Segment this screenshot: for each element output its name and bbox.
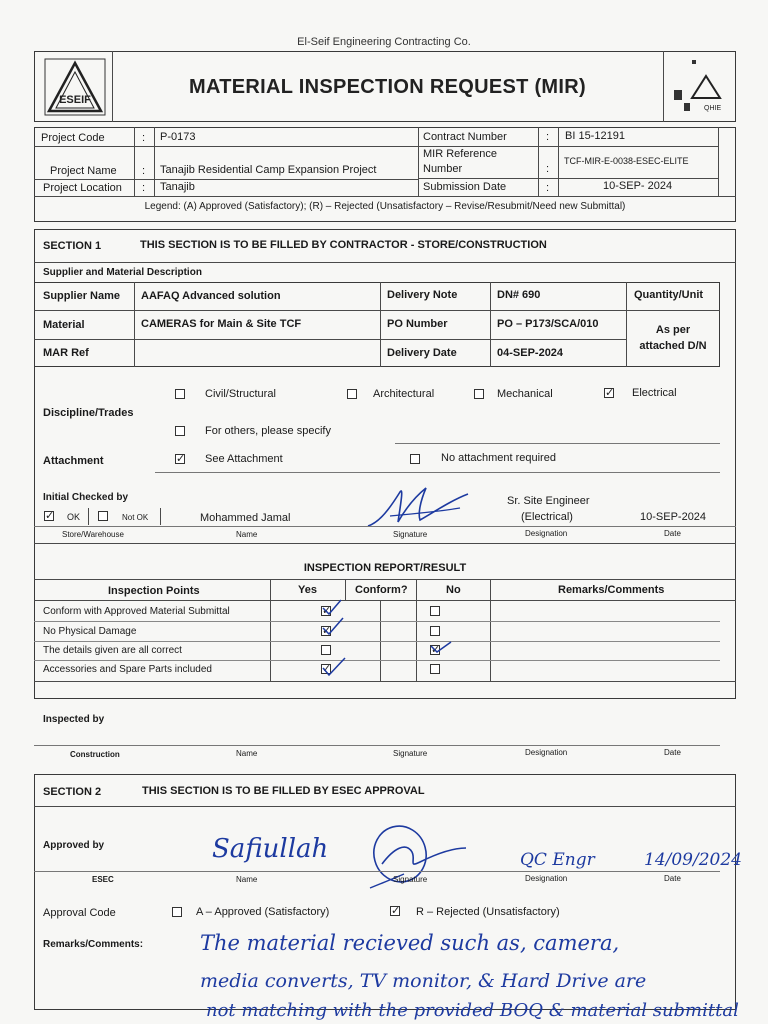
mechanical-label: Mechanical bbox=[497, 388, 553, 400]
approval-date: 14/09/2024 bbox=[644, 850, 742, 870]
approved-by-label: Approved by bbox=[43, 840, 105, 851]
col-inspection-points: Inspection Points bbox=[108, 585, 200, 597]
col-conform: Conform? bbox=[355, 584, 408, 596]
signature-caption-1: Signature bbox=[393, 530, 428, 539]
rejected-option-label: R – Rejected (Unsatisfactory) bbox=[416, 906, 560, 918]
approved-option-checkbox[interactable] bbox=[172, 907, 182, 917]
project-location-label: Project Location bbox=[43, 182, 122, 194]
section1-label: SECTION 1 bbox=[43, 240, 102, 252]
inspection-title: INSPECTION REPORT/RESULT bbox=[303, 562, 467, 574]
approver-designation: QC Engr bbox=[520, 850, 595, 870]
designation-caption-2: Designation bbox=[525, 748, 568, 757]
other-checkbox[interactable] bbox=[175, 426, 185, 436]
inspection-point-4: Accessories and Spare Parts included bbox=[43, 664, 212, 675]
checker-date: 10-SEP-2024 bbox=[640, 511, 707, 523]
date-caption-2: Date bbox=[664, 748, 681, 757]
project-location-value: Tanajib bbox=[160, 181, 195, 193]
mar-ref-label: MAR Ref bbox=[43, 347, 89, 359]
approved-option-label: A – Approved (Satisfactory) bbox=[196, 906, 330, 918]
not-ok-label: Not OK bbox=[122, 513, 149, 522]
supplier-name-value: AAFAQ Advanced solution bbox=[141, 290, 281, 302]
project-name-value: Tanajib Residential Camp Expansion Project bbox=[160, 164, 377, 176]
initial-checked-label: Initial Checked by bbox=[43, 492, 129, 503]
document-title: MATERIAL INSPECTION REQUEST (MIR) bbox=[189, 76, 586, 98]
electrical-checkbox[interactable] bbox=[604, 388, 614, 398]
approver-name: Safiullah bbox=[212, 834, 329, 864]
company-logo bbox=[44, 58, 106, 116]
checker-designation-2: (Electrical) bbox=[521, 511, 573, 523]
qty-unit-label: Quantity/Unit bbox=[634, 289, 704, 301]
submission-date-label: Submission Date bbox=[423, 181, 507, 193]
submission-date-value: 10-SEP- 2024 bbox=[603, 180, 673, 192]
delivery-note-label: Delivery Note bbox=[387, 289, 458, 301]
name-caption-3: Name bbox=[236, 875, 258, 884]
col-remarks: Remarks/Comments bbox=[558, 584, 665, 596]
date-caption-3: Date bbox=[664, 874, 681, 883]
name-caption-2: Name bbox=[236, 749, 258, 758]
construction-label: Construction bbox=[70, 750, 120, 759]
supplier-desc-label: Supplier and Material Description bbox=[43, 267, 202, 278]
legend-text: Legend: (A) Approved (Satisfactory); (R) – Rejected (Unsatisfactory – Revise/Resubmit/Need new Submittal) bbox=[144, 201, 626, 212]
section2-title: THIS SECTION IS TO BE FILLED BY ESEC APPROVAL bbox=[142, 785, 425, 797]
remarks-line-2: media converts, TV monitor, & Hard Drive are bbox=[200, 970, 647, 992]
designation-caption-1: Designation bbox=[525, 529, 568, 538]
qty-value-1: As per bbox=[655, 324, 691, 336]
approver-signature bbox=[360, 818, 470, 898]
mir-ref-value: TCF-MIR-E-0038-ESEC-ELITE bbox=[564, 156, 689, 166]
col-no: No bbox=[446, 584, 461, 596]
project-code-value: P-0173 bbox=[160, 131, 196, 143]
project-name-label: Project Name bbox=[50, 165, 117, 177]
project-code-label: Project Code bbox=[41, 132, 105, 144]
architectural-label: Architectural bbox=[373, 388, 435, 400]
architectural-checkbox[interactable] bbox=[347, 389, 357, 399]
discipline-label: Discipline/Trades bbox=[43, 407, 134, 419]
see-attachment-checkbox[interactable] bbox=[175, 454, 185, 464]
remarks-line-1: The material recieved such as, camera, bbox=[200, 931, 620, 955]
section1-title: THIS SECTION IS TO BE FILLED BY CONTRACTOR - STORE/CONSTRUCTION bbox=[140, 239, 547, 251]
inspection-point-2: No Physical Damage bbox=[43, 626, 137, 637]
date-caption-1: Date bbox=[664, 529, 681, 538]
section2-label: SECTION 2 bbox=[43, 786, 102, 798]
delivery-note-value: DN# 690 bbox=[497, 289, 541, 301]
qhie-logo bbox=[672, 58, 730, 116]
qty-value-2: attached D/N bbox=[639, 340, 707, 352]
inspection-point-3: The details given are all correct bbox=[43, 645, 182, 656]
contract-number-label: Contract Number bbox=[423, 131, 507, 143]
see-attachment-label: See Attachment bbox=[205, 453, 283, 465]
attachment-label: Attachment bbox=[43, 455, 104, 467]
checker-name: Mohammed Jamal bbox=[200, 512, 291, 524]
civil-label: Civil/Structural bbox=[205, 388, 276, 400]
checker-designation-1: Sr. Site Engineer bbox=[507, 495, 590, 507]
inspection-point-1: Conform with Approved Material Submittal bbox=[43, 606, 230, 617]
electrical-label: Electrical bbox=[632, 387, 677, 399]
name-caption-1: Name bbox=[236, 530, 258, 539]
signature-caption-3: Signature bbox=[393, 875, 428, 884]
ok-label: OK bbox=[67, 512, 81, 522]
delivery-date-value: 04-SEP-2024 bbox=[497, 347, 564, 359]
logo-text: ESEIF bbox=[59, 94, 91, 106]
signature-caption-2: Signature bbox=[393, 749, 428, 758]
no-attachment-checkbox[interactable] bbox=[410, 454, 420, 464]
inspection-tick-marks bbox=[315, 598, 455, 680]
inspected-by-label: Inspected by bbox=[43, 714, 105, 725]
qhie-text: QHIE bbox=[704, 105, 722, 112]
remarks-line-3: not matching with the provided BOQ & material submittal bbox=[206, 1000, 739, 1021]
po-number-value: PO – P173/SCA/010 bbox=[497, 318, 599, 330]
supplier-name-label: Supplier Name bbox=[43, 290, 121, 302]
rejected-option-checkbox[interactable] bbox=[390, 906, 400, 916]
other-label: For others, please specify bbox=[205, 425, 331, 437]
supplier-table bbox=[34, 282, 720, 367]
col-yes: Yes bbox=[298, 584, 317, 596]
mir-ref-label: MIR Reference bbox=[423, 148, 497, 160]
contract-number-value: BI 15-12191 bbox=[565, 130, 625, 142]
mechanical-checkbox[interactable] bbox=[474, 389, 484, 399]
material-label: Material bbox=[43, 319, 85, 331]
esec-label: ESEC bbox=[92, 875, 114, 884]
no-attachment-label: No attachment required bbox=[441, 452, 556, 464]
designation-caption-3: Designation bbox=[525, 874, 568, 883]
approval-code-label: Approval Code bbox=[43, 907, 116, 919]
delivery-date-label: Delivery Date bbox=[387, 347, 457, 359]
remarks-label: Remarks/Comments: bbox=[43, 939, 144, 950]
ok-checkbox[interactable] bbox=[44, 511, 54, 521]
company-name: El-Seif Engineering Contracting Co. bbox=[297, 36, 471, 48]
civil-checkbox[interactable] bbox=[175, 389, 185, 399]
po-number-label: PO Number bbox=[387, 318, 448, 330]
material-value: CAMERAS for Main & Site TCF bbox=[141, 318, 302, 330]
checker-signature bbox=[360, 478, 480, 538]
store-warehouse-label: Store/Warehouse bbox=[62, 530, 124, 539]
not-ok-checkbox[interactable] bbox=[98, 511, 108, 521]
